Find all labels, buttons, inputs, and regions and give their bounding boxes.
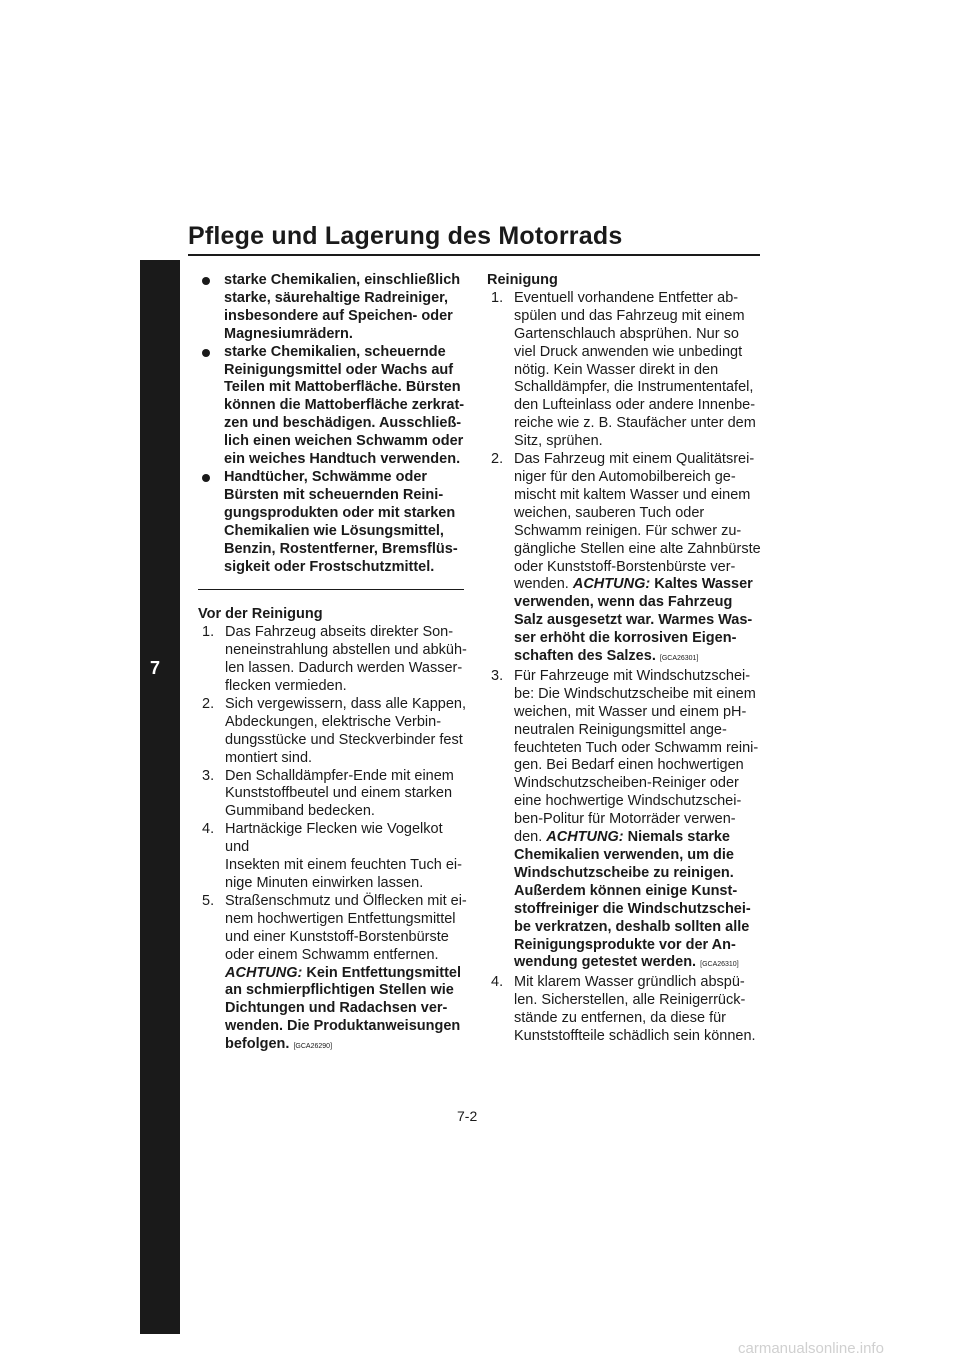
step-number: 1. xyxy=(202,624,215,641)
step-text: Eventuell vorhandene Entfetter ab- spülen und das Fahrzeug mit einem Gartenschlauch absprühen. Nur so viel Druck anwenden wie unbedingt nötig. Kein Wasser direkt in den Schalldämpfer, die Instrumententafel, den Lufteinlass oder andere Innenbe- reiche wie z. B. Staufächer unter dem Sitz, sprühen. xyxy=(514,289,756,450)
page-number: 7-2 xyxy=(457,1108,478,1124)
caution-label: ACHTUNG: xyxy=(225,964,303,981)
left-column xyxy=(198,272,468,1056)
step-number: 4. xyxy=(491,974,504,991)
chapter-tab xyxy=(140,260,180,1334)
step-item xyxy=(198,768,468,822)
step-item xyxy=(198,624,468,696)
step-item xyxy=(198,821,468,893)
caution-text: Kein Entfettungsmittel an schmierpflichtigen Stellen wie Dichtungen und Radachsen ver- wenden. Die Produktanweisungen befolgen. xyxy=(225,964,462,1053)
section-title-cleaning: Reinigung xyxy=(487,272,558,288)
bullet-text: Handtücher, Schwämme oder Bürsten mit scheuernden Reini- gungsprodukten oder mit starken Chemikalien wie Lösungsmittel, Benzin, Rostentferner, Bremsflüs- sigkeit oder Frostschutzmittel. xyxy=(224,468,458,575)
caution-label: ACHTUNG: xyxy=(546,829,624,846)
step-text: Den Schalldämpfer-Ende mit einem Kunststoffbeutel und einem starken Gummiband bedecken. xyxy=(225,767,454,820)
bullet-icon xyxy=(198,272,224,344)
chapter-number: 7 xyxy=(150,658,161,678)
section-title-before-cleaning: Vor der Reinigung xyxy=(198,606,323,623)
step-text: Das Fahrzeug abseits direkter Son- neneinstrahlung abstellen und abküh- len lassen. Dadurch werden Wasser- flecken vermieden. xyxy=(225,624,467,695)
caution-text: Kaltes Wasser verwenden, wenn das Fahrzeug Salz ausgesetzt war. Warmes Was- ser erhöht die korrosiven Eigen- schaften des Salzes. xyxy=(514,576,753,665)
page-title: Pflege und Lagerung des Motorrads xyxy=(188,222,623,250)
step-text: Hartnäckige Flecken wie Vogelkot und Insekten mit einem feuchten Tuch ei- nige Minuten einwirken lassen. xyxy=(225,821,462,891)
bullet-text: starke Chemikalien, einschließlich starke, säurehaltige Radreiniger, insbesondere auf Speichen- oder Magnesiumrädern. xyxy=(224,272,461,342)
caution-text: Niemals starke Chemikalien verwenden, um die Windschutzscheibe zu reinigen. Außerdem können einige Kunst- stoffreiniger die Windschutzschei- be verkratzen, deshalb sollten alle Reinigungsprodukte vor der An- wendung getestet werden. xyxy=(514,829,751,971)
step-text xyxy=(514,668,758,971)
bullet-icon xyxy=(198,469,224,576)
warning-end-rule xyxy=(198,589,464,590)
step-text: Sich vergewissern, dass alle Kappen, Abdeckungen, elektrische Verbin- dungsstücke und Steckverbinder fest montiert sind. xyxy=(225,695,466,766)
right-column xyxy=(487,272,762,1046)
bullet-item xyxy=(198,344,468,469)
step-number: 3. xyxy=(491,667,504,684)
step-number: 2. xyxy=(491,451,504,468)
caution-label: ACHTUNG: xyxy=(572,576,651,593)
step-number: 5. xyxy=(202,892,215,909)
step-text xyxy=(514,451,761,664)
step-item xyxy=(487,668,762,974)
bullet-item xyxy=(198,469,468,576)
step-text xyxy=(225,893,467,1052)
step-item xyxy=(198,893,468,1056)
caution-code: [GCA26290] xyxy=(293,1043,333,1051)
bullet-icon xyxy=(198,344,224,469)
step-body: Straßenschmutz und Ölflecken mit ei- nem hochwertigen Entfettungsmittel und einer Kunststoff-Borstenbürste oder einem Schwamm entfernen. xyxy=(225,892,467,963)
caution-code: [GCA26310] xyxy=(700,961,739,969)
step-item xyxy=(198,696,468,768)
step-number: 2. xyxy=(202,695,215,712)
title-rule xyxy=(188,254,760,256)
step-number: 3. xyxy=(202,767,215,784)
step-item xyxy=(487,974,762,1046)
caution-code: [GCA26301] xyxy=(659,655,699,663)
watermark: carmanualsonline.info xyxy=(738,1340,884,1357)
step-text: Mit klarem Wasser gründlich abspü- len. Sicherstellen, alle Reinigerrück- stände zu entfernen, da diese für Kunststoffteile schädlich sein können. xyxy=(514,974,756,1045)
step-item xyxy=(487,290,762,451)
step-number: 4. xyxy=(202,821,215,838)
step-body: Das Fahrzeug mit einem Qualitätsrei- niger für den Automobilbereich ge- mischt mit kaltem Wasser und einem weichen, sauberen Tuch oder Schwamm reinigen. Für schwer zu- gängliche Stellen eine alte Zahnbürste oder Kunststoff-Borstenbürste ver- wenden. xyxy=(514,451,761,593)
bullet-item xyxy=(198,272,468,344)
step-number: 1. xyxy=(491,289,504,306)
step-item xyxy=(487,451,762,668)
bullet-text: starke Chemikalien, scheuernde Reinigungsmittel oder Wachs auf Teilen mit Mattoberfläche. Bürsten können die Mattoberfläche zerkrat- zen und beschädigen. Ausschließ- lich einen weichen Schwamm oder ein weiches Handtuch verwenden. xyxy=(224,343,465,468)
step-body: Für Fahrzeuge mit Windschutzschei- be: Die Windschutzscheibe mit einem weichen, mit Wasser und einem pH- neutralen Reinigungsmittel ange- feuchteten Tuch oder Schwamm reini- gen. Bei Bedarf einen hochwertigen Windschutzscheiben-Reiniger oder eine hochwertige Windschutzschei- ben-Politur für Motorräder verwen- den. xyxy=(514,667,759,846)
